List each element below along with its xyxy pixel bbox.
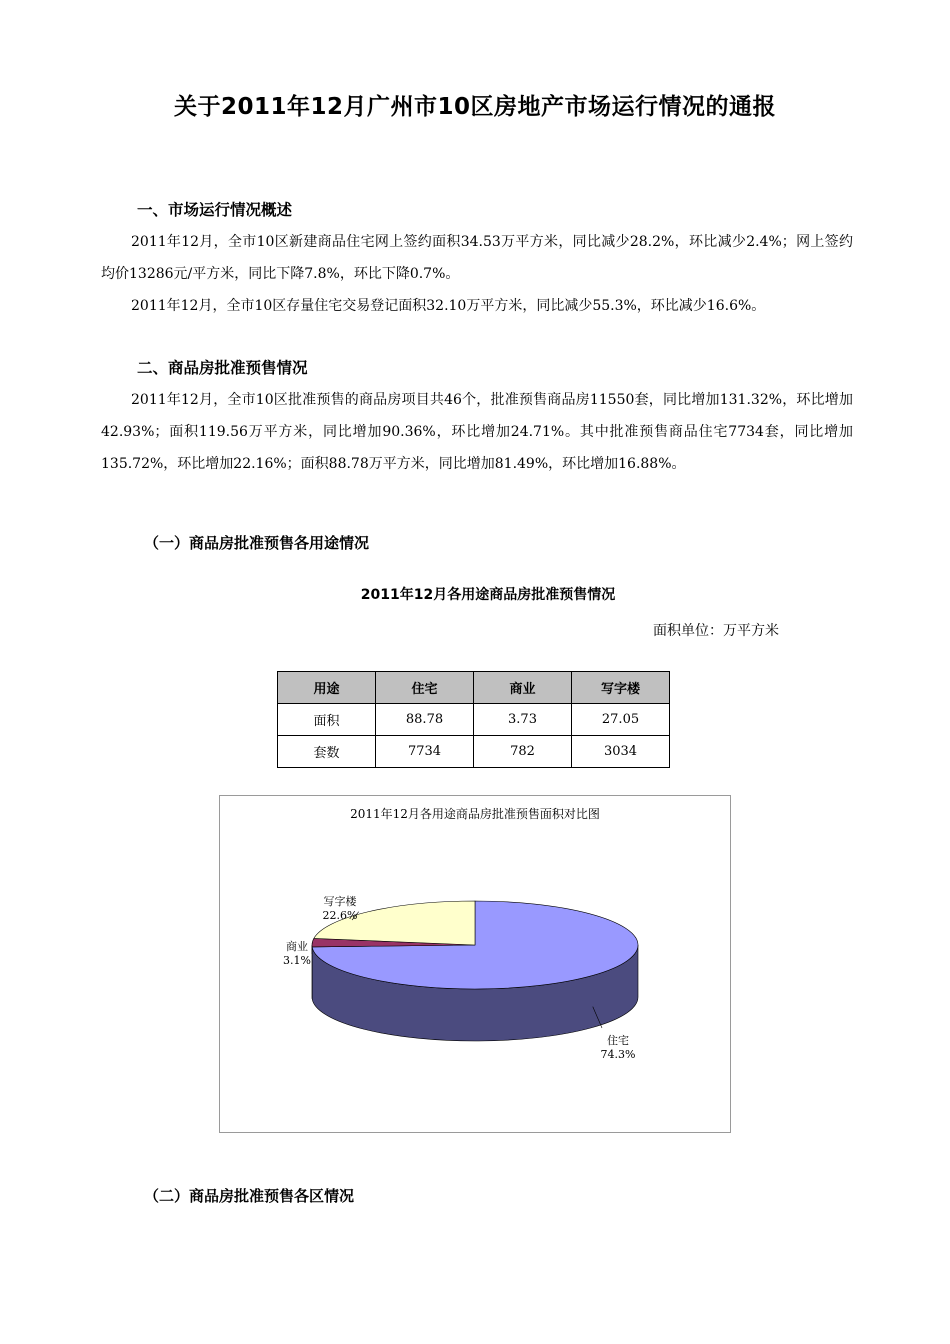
table-cell: 3.73	[474, 704, 572, 736]
pie-category-label: 住宅	[607, 1034, 629, 1047]
pie-category-label: 写字楼	[323, 895, 357, 908]
table-cell: 782	[474, 736, 572, 768]
chart-title: 2011年12月各用途商品房批准预售面积对比图	[350, 807, 600, 821]
section2-body	[101, 384, 853, 480]
section1-heading: 一、市场运行情况概述	[137, 201, 293, 219]
table-title: 2011年12月各用途商品房批准预售情况	[360, 587, 616, 603]
document-title: 关于2011年12月广州市10区房地产市场运行情况的通报	[173, 94, 777, 120]
table-header-cell: 住宅	[376, 672, 474, 704]
subsection-district-heading: （二）商品房批准预售各区情况	[144, 1187, 355, 1205]
pie-percent-label: 74.3%	[600, 1048, 636, 1061]
table-cell: 27.05	[572, 704, 670, 736]
section1-paragraph-1: 2011年12月，全市10区新建商品住宅网上签约面积34.53万平方米，同比减少28.2%，环比减少2.4%；网上签约均价13286元/平方米，同比下降7.8%，环比下降0.7%。	[101, 234, 853, 282]
subsection-usage-heading: （一）商品房批准预售各用途情况	[144, 534, 370, 552]
table-header-row	[278, 672, 670, 704]
table-header-cell: 写字楼	[572, 672, 670, 704]
section1-paragraph-2: 2011年12月，全市10区存量住宅交易登记面积32.10万平方米，同比减少55.3%，环比减少16.6%。	[131, 298, 766, 314]
pie-percent-label: 22.6%	[322, 909, 358, 922]
table-header-cell: 商业	[474, 672, 572, 704]
pie-percent-label: 3.1%	[283, 954, 311, 967]
table-row	[278, 704, 670, 736]
table-cell: 面积	[278, 704, 376, 736]
pie-chart	[220, 796, 730, 1132]
section2-heading: 二、商品房批准预售情况	[137, 359, 308, 377]
unit-note: 面积单位：万平方米	[653, 623, 779, 639]
pie-category-label: 商业	[286, 940, 308, 953]
table-header-cell: 用途	[278, 672, 376, 704]
usage-table	[277, 671, 670, 768]
pie-chart-container	[219, 795, 731, 1133]
table-row	[278, 736, 670, 768]
section1-body	[101, 226, 853, 322]
table-cell: 7734	[376, 736, 474, 768]
table-cell: 3034	[572, 736, 670, 768]
table-cell: 套数	[278, 736, 376, 768]
table-cell: 88.78	[376, 704, 474, 736]
section2-paragraph-1: 2011年12月，全市10区批准预售的商品房项目共46个，批准预售商品房11550套，同比增加131.32%，环比增加42.93%；面积119.56万平方米，同比增加90.36%，环比增加24.71%。其中批准预售商品住宅7734套，同比增加135.72%，环比增加22.16%；面积88.78万平方米，同比增加81.49%，环比增加16.88%。	[101, 392, 853, 472]
